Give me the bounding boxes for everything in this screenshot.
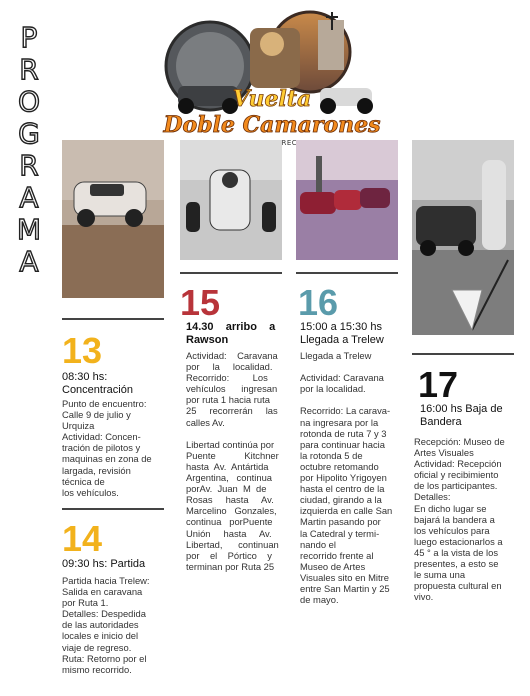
day-13-number: 13 [62, 330, 103, 371]
day-17-number: 17 [418, 364, 459, 405]
day-14-number: 14 [62, 518, 103, 559]
day-15-text: Actividad: Caravana por la localidad. Recorrido: Los vehículos ingresan por ruta 1 hacia ruta 25 recorrerán las calles Av. Libertad continúa por Puente Kitchner hasta Av. Antártida Argentina, continua porAv. Juan M de Rosas hasta Av. Marcelino Gonzales, continua porPuente Unión hasta Av. Libertad, continuan por el Pórtico y terminan por Ruta 25 [186, 350, 279, 572]
side-title-letter: M [16, 213, 42, 246]
day-17-time: 16:00 hs Baja de Bandera [420, 403, 503, 428]
day-13-text: Punto de encuentro: Calle 9 de julio y Urquiza Actividad: Concen- tración de pilotos y maquinas en zona de largada, revisión técnica de los vehículos. [62, 398, 152, 498]
day-15-number: 15 [180, 282, 221, 323]
day-17-text: Recepción: Museo de Artes Visuales Actividad: Recepción oficial y recibimiento de los participantes. Detalles: En dicho lugar se bajará la bandera a los vehículos para luego estacionarlos a 45 ° a la vista de los presentes, a esto se le suma una propuesta cultural en vivo. [414, 436, 505, 603]
day-16-text: Llegada a Trelew Actividad: Caravana por la localidad. Recorrido: La carava- na ingresara por la rotonda de ruta 7 y 3 para continuar hacia la rotonda 5 de octubre retomando por Hipolito Yrigoyen hasta el centro de la ciudad, girando a la izquierda en calle San Martin pasando por la Catedral y termi- nando el recorrido frente al Museo de Artes Visuales sito en Mitre entre San Martin y 25 de mayo. [300, 350, 393, 606]
side-title-letter: R [19, 53, 39, 86]
photo-car-dust [62, 140, 164, 298]
side-title-letter: P [20, 21, 38, 54]
day-15-time: 14.30 arribo a Rawson [186, 321, 276, 346]
side-title-letter: R [19, 149, 39, 182]
side-title-letter: O [17, 85, 41, 118]
day-14-time: 09:30 hs: Partida [62, 558, 146, 570]
side-title-letter: A [19, 245, 39, 278]
day-16-number: 16 [298, 282, 339, 323]
divider [62, 318, 164, 320]
day-16-time: 15:00 a 15:30 hs Llegada a Trelew [300, 321, 384, 346]
photo-race-car [180, 140, 282, 260]
divider [62, 508, 164, 510]
divider [180, 272, 282, 274]
day-13-time: 08:30 hs: Concentración [62, 371, 133, 396]
divider [412, 353, 514, 355]
divider [296, 272, 398, 274]
side-title [14, 22, 44, 278]
logo-line-2: Doble Camarones [163, 112, 381, 138]
side-title-letter: G [18, 117, 40, 150]
logo-line-1: Vuelta [232, 86, 312, 112]
photo-cars-parade [296, 140, 398, 260]
photo-flag-finish [412, 140, 514, 335]
event-logo [160, 8, 385, 158]
side-title-letter: A [19, 181, 39, 214]
day-14-text: Partida hacia Trelew: Salida en caravana por Ruta 1. Detalles: Despedida de las autoridades locales e inicio del viaje de regreso. Ruta: Retorno por el mismo recorrido. [62, 575, 150, 675]
